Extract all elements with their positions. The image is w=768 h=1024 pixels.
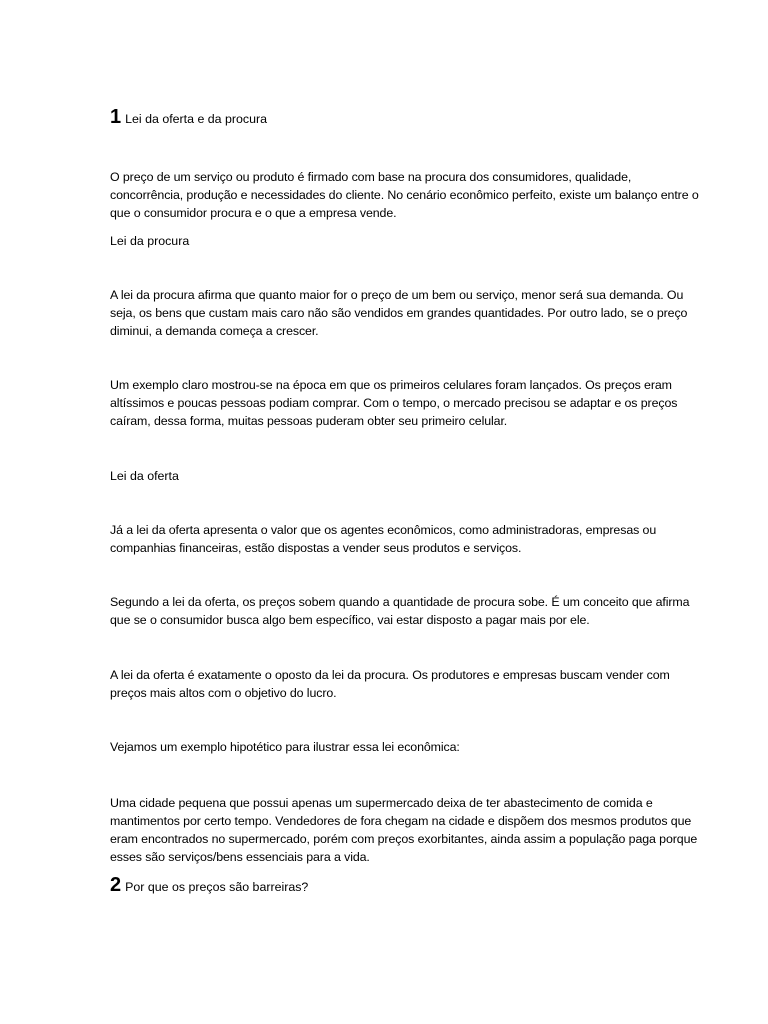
oferta-paragraph-1: Já a lei da oferta apresenta o valor que os agentes econômicos, como administradoras, empresas ou companhias financeiras, estão dispostas a vender seus produtos e serviços.	[110, 523, 657, 555]
intro-paragraph: O preço de um serviço ou produto é firmado com base na procura dos consumidores, qualidade, concorrência, produção e necessidades do cliente. No cenário econômico perfeito, existe um balanço entre o que o consumidor procura e o que a empresa vende.	[110, 170, 699, 220]
procura-paragraph-1: A lei da procura afirma que quanto maior for o preço de um bem ou serviço, menor será sua demanda. Ou seja, os bens que custam mais caro não são vendidos em grandes quantidades. Por outro lado, se o preço diminui, a demanda começa a crescer.	[110, 288, 688, 338]
section-2-title: Por que os preços são barreiras?	[125, 880, 309, 894]
section-2-heading	[110, 874, 308, 897]
section-1-heading	[110, 106, 267, 129]
procura-paragraph-2: Um exemplo claro mostrou-se na época em que os primeiros celulares foram lançados. Os preços eram altíssimos e poucas pessoas podiam comprar. Com o tempo, o mercado precisou se adaptar e os preços caíram, dessa forma, muitas pessoas puderam obter seu primeiro celular.	[110, 378, 678, 428]
section-1-number: 1	[110, 106, 122, 128]
procura-heading: Lei da procura	[110, 234, 190, 248]
oferta-paragraph-4: Vejamos um exemplo hipotético para ilustrar essa lei econômica:	[110, 740, 460, 754]
section-1-title: Lei da oferta e da procura	[125, 112, 268, 126]
oferta-heading: Lei da oferta	[110, 469, 179, 483]
section-2-number: 2	[110, 874, 122, 896]
oferta-paragraph-3: A lei da oferta é exatamente o oposto da lei da procura. Os produtores e empresas buscam vender com preços mais altos com o objetivo do lucro.	[110, 668, 670, 700]
oferta-paragraph-2: Segundo a lei da oferta, os preços sobem quando a quantidade de procura sobe. É um conceito que afirma que se o consumidor busca algo bem específico, vai estar disposto a pagar mais por ele.	[110, 595, 690, 627]
oferta-paragraph-5: Uma cidade pequena que possui apenas um supermercado deixa de ter abastecimento de comida e mantimentos por certo tempo. Vendedores de fora chegam na cidade e dispõem dos mesmos produtos que eram encontrados no supermercado, porém com preços exorbitantes, ainda assim a população paga porque esses são serviços/bens essenciais para a vida.	[110, 796, 698, 864]
